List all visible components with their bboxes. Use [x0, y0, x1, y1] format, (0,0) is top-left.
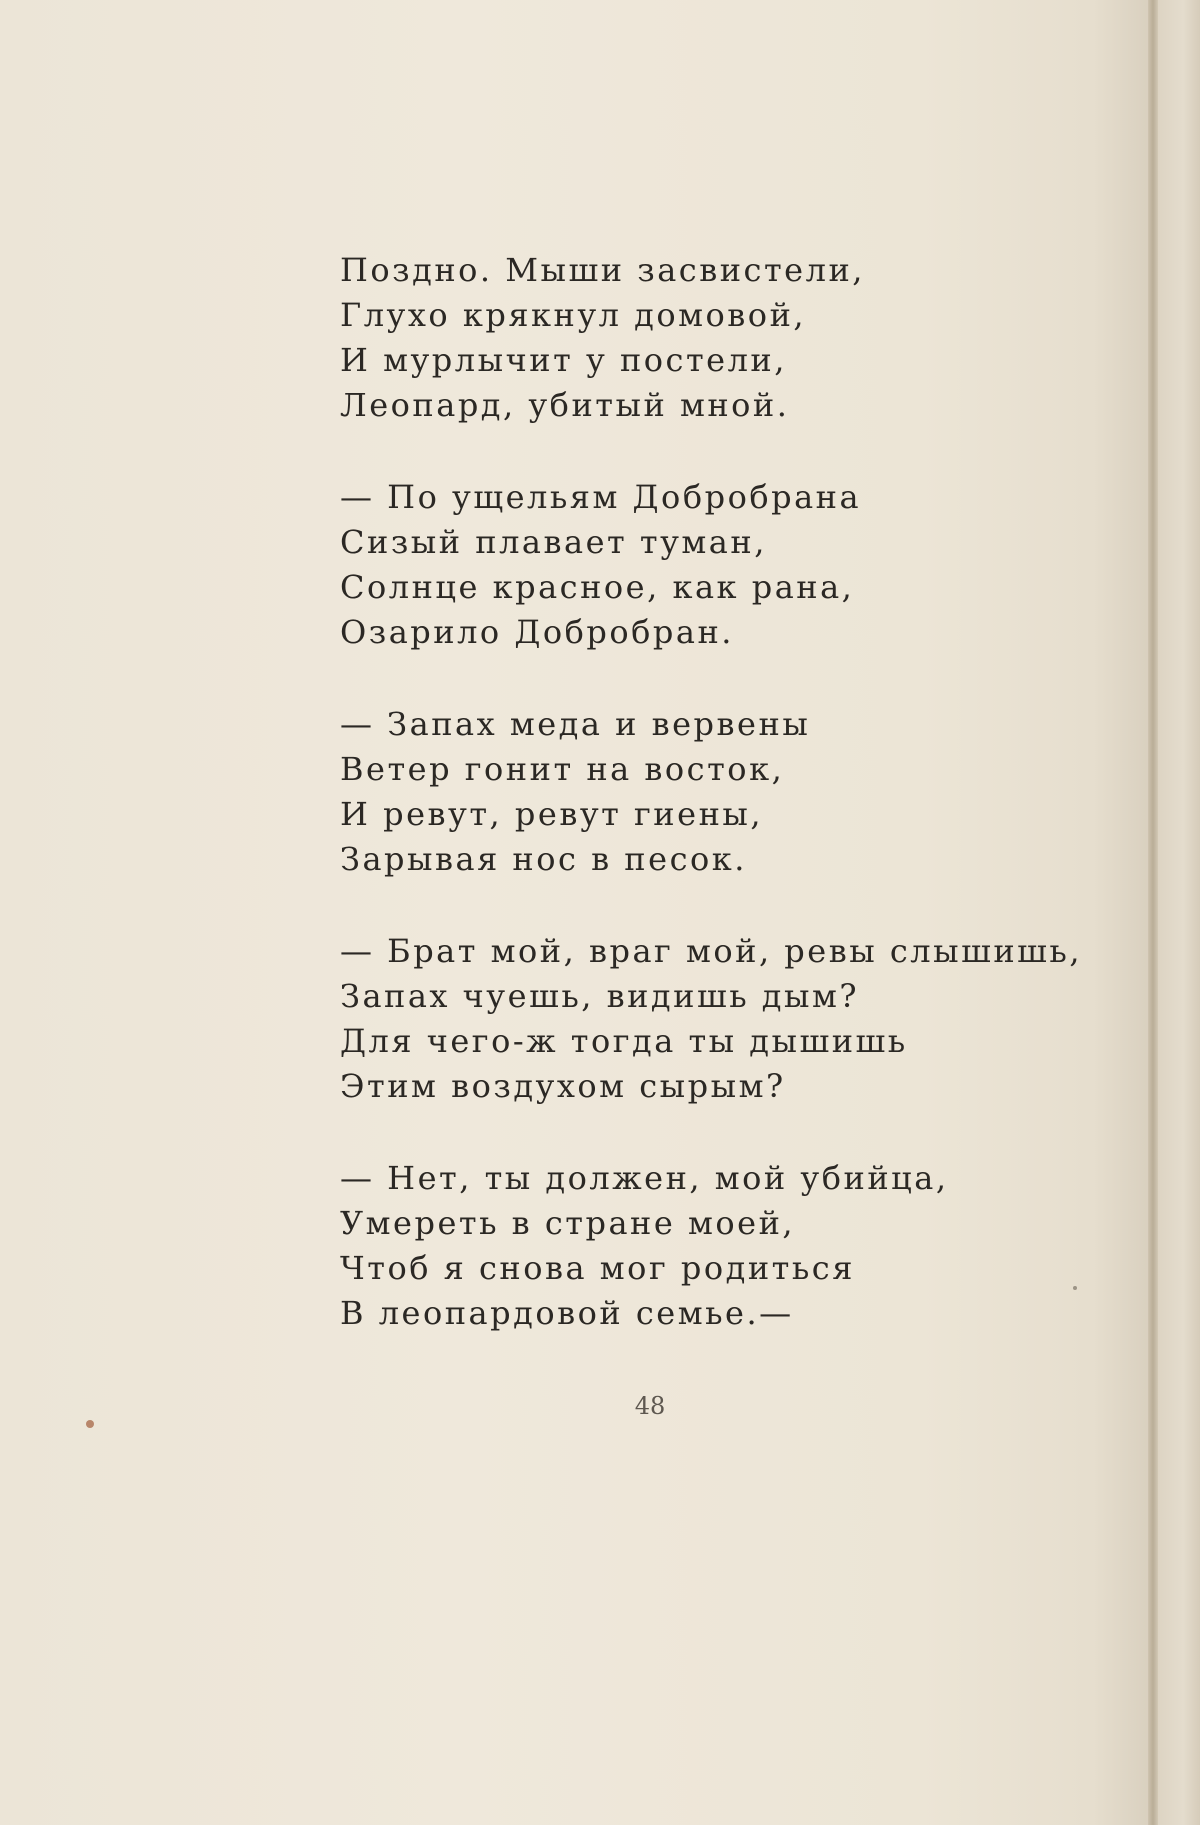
stanza-2 [340, 475, 1100, 655]
poem-line: В леопардовой семье.— [340, 1294, 794, 1332]
page-number: 48 [634, 1392, 666, 1420]
poem-line: Умереть в стране моей, [340, 1204, 796, 1242]
poem [340, 248, 1100, 1383]
poem-line: Солнце красное, как рана, [340, 568, 855, 606]
poem-line: И ревут, ревут гиены, [340, 795, 764, 833]
poem-line: Ветер гонит на восток, [340, 750, 785, 788]
poem-line: Запах чуешь, видишь дым? [340, 977, 860, 1015]
poem-line: — Брат мой, враг мой, ревы слышишь, [340, 932, 1083, 970]
poem-line: Этим воздухом сырым? [340, 1067, 786, 1105]
poem-line: Чтоб я снова мог родиться [340, 1249, 855, 1287]
poem-line: — Нет, ты должен, мой убийца, [340, 1159, 949, 1197]
paper-speck [86, 1420, 94, 1428]
poem-line: — Запах меда и вервены [340, 705, 811, 743]
poem-line: Леопард, убитый мной. [340, 386, 790, 424]
poem-line: Поздно. Мыши засвистели, [340, 251, 865, 289]
poem-line: Глухо крякнул домовой, [340, 296, 807, 334]
poem-line: Зарывая нос в песок. [340, 840, 747, 878]
poem-line: Озарило Добробран. [340, 613, 734, 651]
poem-line: И мурлычит у постели, [340, 341, 787, 379]
poem-line: Сизый плавает туман, [340, 523, 767, 561]
stanza-4 [340, 929, 1100, 1109]
stanza-3 [340, 702, 1100, 882]
poem-line: — По ущельям Добробрана [340, 478, 862, 516]
stanza-5 [340, 1156, 1100, 1336]
page-fold [1148, 0, 1158, 1825]
page-edge [1158, 0, 1200, 1825]
stanza-1 [340, 248, 1100, 428]
poem-line: Для чего-ж тогда ты дышишь [340, 1022, 908, 1060]
